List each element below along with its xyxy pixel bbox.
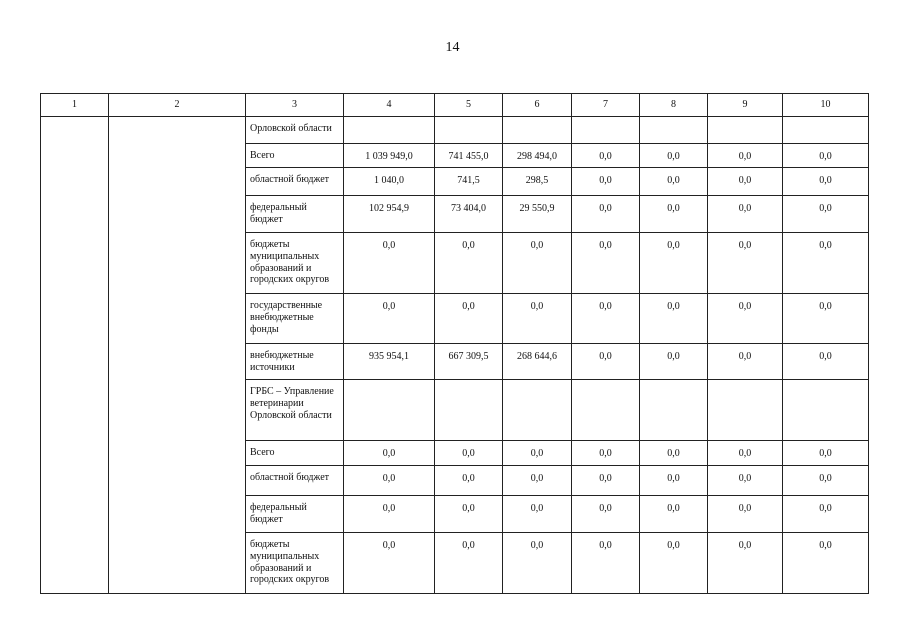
value-cell: 0,0 xyxy=(783,233,869,294)
value-cell xyxy=(640,117,708,144)
value-cell: 298 494,0 xyxy=(503,144,572,168)
value-cell: 0,0 xyxy=(708,294,783,344)
row-label: государственные внебюджетные фонды xyxy=(246,294,344,344)
value-cell: 0,0 xyxy=(640,466,708,496)
value-cell: 0,0 xyxy=(572,233,640,294)
value-cell: 0,0 xyxy=(503,294,572,344)
value-cell: 298,5 xyxy=(503,168,572,196)
value-cell: 0,0 xyxy=(572,294,640,344)
value-cell: 0,0 xyxy=(435,533,503,594)
value-cell: 0,0 xyxy=(572,466,640,496)
row-label: бюджеты муниципальных образований и городских округов xyxy=(246,533,344,594)
value-cell xyxy=(708,380,783,441)
header-cell: 10 xyxy=(783,94,869,117)
value-cell: 0,0 xyxy=(640,496,708,533)
value-cell: 0,0 xyxy=(708,168,783,196)
header-cell: 7 xyxy=(572,94,640,117)
row-label: федеральный бюджет xyxy=(246,496,344,533)
value-cell: 0,0 xyxy=(640,441,708,466)
value-cell: 0,0 xyxy=(640,233,708,294)
budget-table xyxy=(40,93,869,594)
value-cell xyxy=(503,117,572,144)
value-cell: 1 040,0 xyxy=(344,168,435,196)
value-cell: 0,0 xyxy=(344,441,435,466)
value-cell xyxy=(435,380,503,441)
value-cell: 0,0 xyxy=(435,294,503,344)
row-label: областной бюджет xyxy=(246,168,344,196)
value-cell: 935 954,1 xyxy=(344,344,435,380)
row-label: Всего xyxy=(246,144,344,168)
header-cell: 2 xyxy=(109,94,246,117)
value-cell: 0,0 xyxy=(708,441,783,466)
value-cell xyxy=(435,117,503,144)
header-cell: 4 xyxy=(344,94,435,117)
value-cell: 0,0 xyxy=(344,496,435,533)
row-label: внебюджетные источники xyxy=(246,344,344,380)
value-cell: 0,0 xyxy=(344,533,435,594)
header-cell: 8 xyxy=(640,94,708,117)
value-cell xyxy=(344,380,435,441)
value-cell: 0,0 xyxy=(640,196,708,233)
value-cell: 667 309,5 xyxy=(435,344,503,380)
value-cell: 0,0 xyxy=(640,144,708,168)
value-cell xyxy=(503,380,572,441)
value-cell: 0,0 xyxy=(783,496,869,533)
value-cell: 0,0 xyxy=(572,441,640,466)
page-number: 14 xyxy=(445,40,460,55)
value-cell: 0,0 xyxy=(503,441,572,466)
value-cell: 0,0 xyxy=(708,466,783,496)
value-cell: 0,0 xyxy=(344,294,435,344)
row-label: Орловской области xyxy=(246,117,344,144)
value-cell: 741,5 xyxy=(435,168,503,196)
header-cell: 3 xyxy=(246,94,344,117)
row-label: Всего xyxy=(246,441,344,466)
header-cell: 6 xyxy=(503,94,572,117)
header-cell: 5 xyxy=(435,94,503,117)
value-cell: 0,0 xyxy=(640,344,708,380)
value-cell: 0,0 xyxy=(572,168,640,196)
value-cell xyxy=(640,380,708,441)
header-cell: 9 xyxy=(708,94,783,117)
value-cell: 0,0 xyxy=(572,344,640,380)
value-cell: 0,0 xyxy=(640,533,708,594)
col1-merged-cell xyxy=(41,117,109,594)
value-cell: 0,0 xyxy=(708,496,783,533)
value-cell: 0,0 xyxy=(503,466,572,496)
value-cell: 0,0 xyxy=(783,144,869,168)
value-cell: 0,0 xyxy=(783,466,869,496)
value-cell: 0,0 xyxy=(435,496,503,533)
value-cell: 0,0 xyxy=(708,144,783,168)
row-label: ГРБС – Управление ветеринарии Орловской области xyxy=(246,380,344,441)
value-cell: 0,0 xyxy=(503,533,572,594)
value-cell: 0,0 xyxy=(503,233,572,294)
col2-merged-cell xyxy=(109,117,246,594)
value-cell: 0,0 xyxy=(572,496,640,533)
value-cell: 0,0 xyxy=(783,196,869,233)
row-label: бюджеты муниципальных образований и городских округов xyxy=(246,233,344,294)
value-cell: 0,0 xyxy=(572,196,640,233)
value-cell: 102 954,9 xyxy=(344,196,435,233)
value-cell: 0,0 xyxy=(572,144,640,168)
value-cell: 0,0 xyxy=(783,344,869,380)
header-row xyxy=(41,94,869,117)
value-cell xyxy=(572,380,640,441)
value-cell: 0,0 xyxy=(435,441,503,466)
row-label: областной бюджет xyxy=(246,466,344,496)
value-cell: 0,0 xyxy=(503,496,572,533)
value-cell xyxy=(344,117,435,144)
value-cell: 0,0 xyxy=(344,466,435,496)
value-cell: 268 644,6 xyxy=(503,344,572,380)
value-cell xyxy=(783,380,869,441)
value-cell xyxy=(783,117,869,144)
header-cell: 1 xyxy=(41,94,109,117)
value-cell: 0,0 xyxy=(783,533,869,594)
row-label: федеральный бюджет xyxy=(246,196,344,233)
value-cell: 0,0 xyxy=(640,294,708,344)
value-cell: 0,0 xyxy=(708,344,783,380)
value-cell: 0,0 xyxy=(344,233,435,294)
value-cell: 0,0 xyxy=(435,233,503,294)
value-cell xyxy=(708,117,783,144)
value-cell: 0,0 xyxy=(640,168,708,196)
value-cell: 0,0 xyxy=(435,466,503,496)
value-cell: 73 404,0 xyxy=(435,196,503,233)
value-cell: 29 550,9 xyxy=(503,196,572,233)
value-cell: 0,0 xyxy=(708,196,783,233)
table-row xyxy=(41,117,869,144)
value-cell: 741 455,0 xyxy=(435,144,503,168)
value-cell xyxy=(572,117,640,144)
value-cell: 0,0 xyxy=(783,441,869,466)
value-cell: 0,0 xyxy=(572,533,640,594)
value-cell: 0,0 xyxy=(783,168,869,196)
value-cell: 0,0 xyxy=(708,233,783,294)
value-cell: 0,0 xyxy=(783,294,869,344)
value-cell: 0,0 xyxy=(708,533,783,594)
value-cell: 1 039 949,0 xyxy=(344,144,435,168)
